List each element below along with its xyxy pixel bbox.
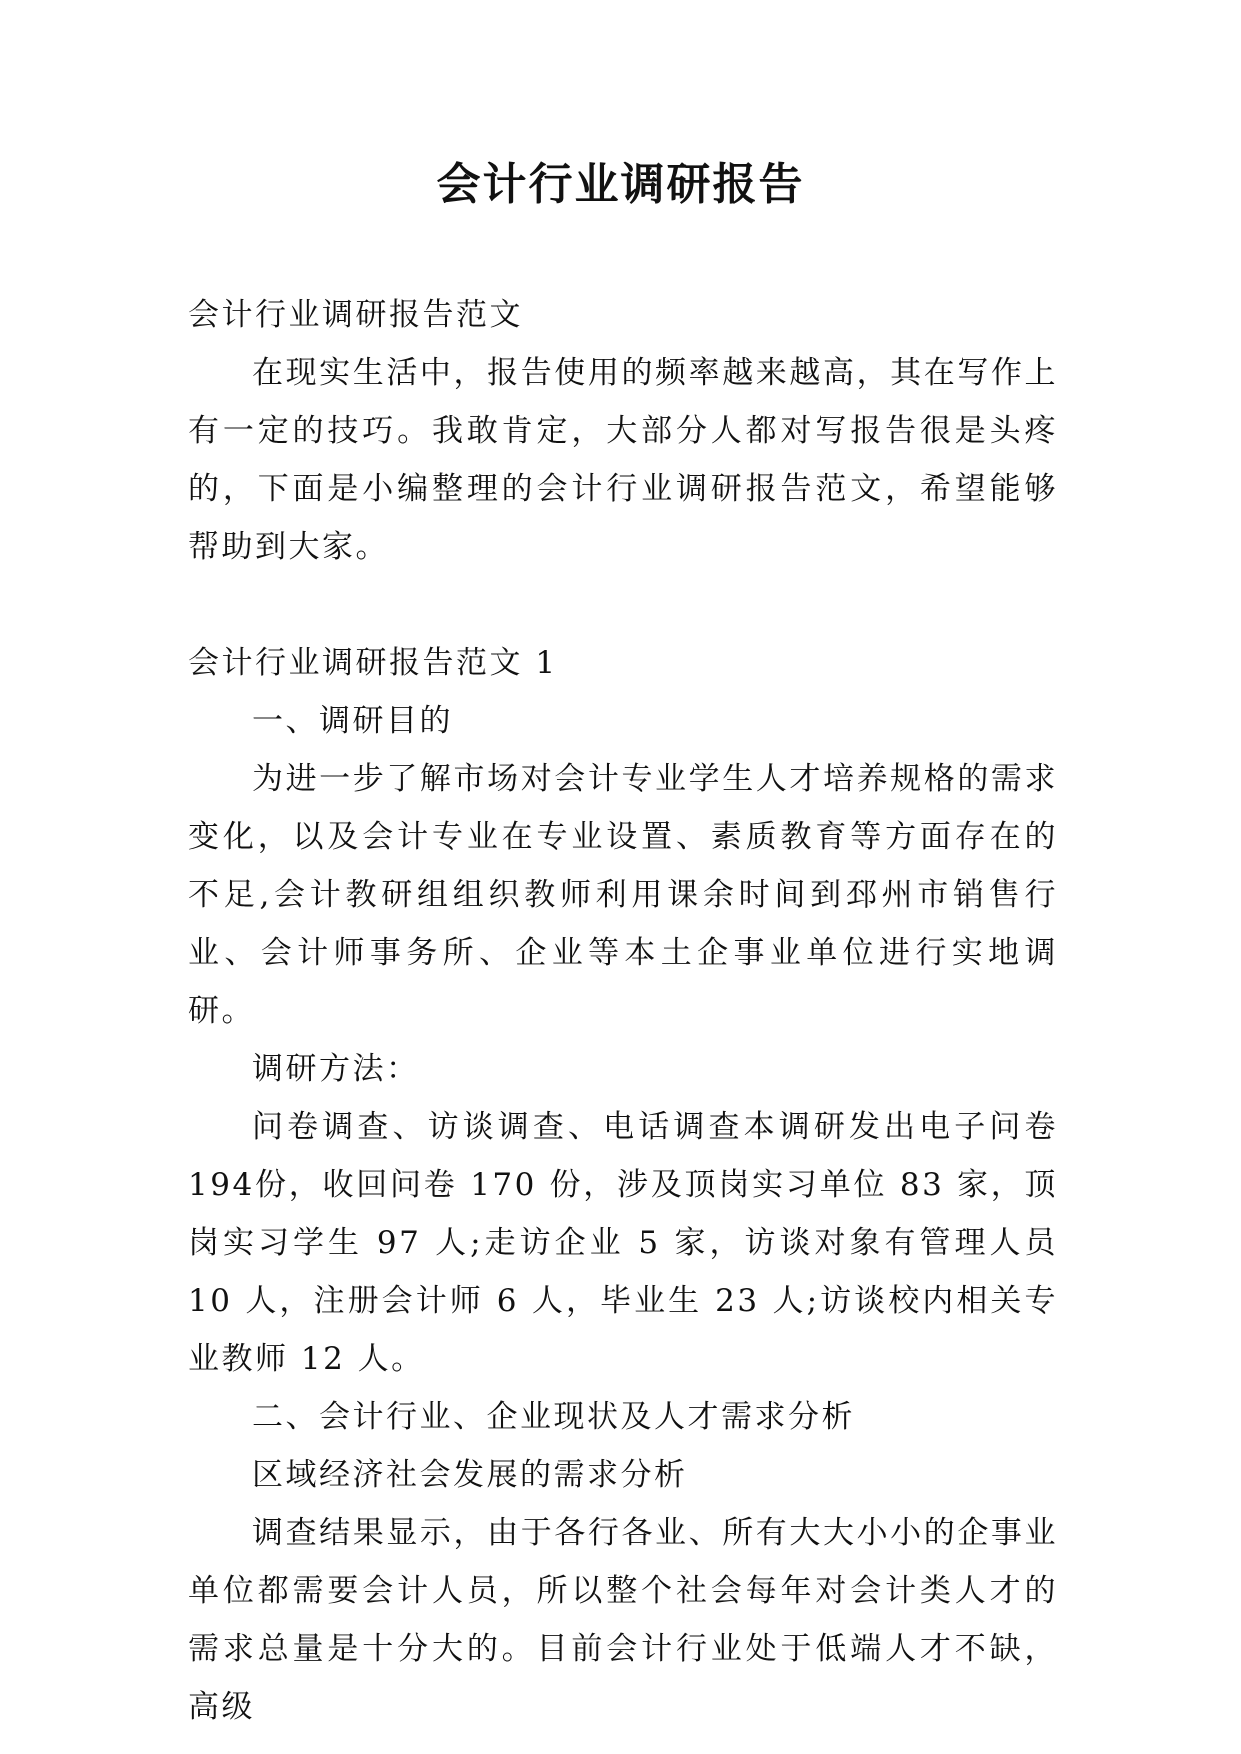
purpose-paragraph: 为进一步了解市场对会计专业学生人才培养规格的需求变化，以及会计专业在专业设置、素质教育等方面存在的不足,会计教研组组织教师利用课余时间到邳州市销售行业、会计师事务所、企业等本土企事业单位进行实地调研。 [188, 761, 1058, 1029]
method-label: 调研方法： [252, 1051, 420, 1087]
heading-analysis: 二、会计行业、企业现状及人才需求分析 [252, 1399, 855, 1435]
heading-purpose: 一、调研目的 [252, 703, 453, 739]
method-paragraph: 问卷调查、访谈调查、电话调查本调研发出电子问卷 194份，收回问卷 170 份，涉及顶岗实习单位 83 家，顶岗实习学生 97 人;走访企业 5 家，访谈对象有管理人员 10 人，注册会计师 6 人，毕业生 23 人;访谈校内相关专业教师 12 人。 [188, 1109, 1058, 1377]
subheading-regional: 区域经济社会发展的需求分析 [252, 1457, 688, 1493]
document-title: 会计行业调研报告 [436, 159, 805, 210]
document-subtitle: 会计行业调研报告范文 [188, 297, 523, 333]
section-title: 会计行业调研报告范文 1 [188, 645, 558, 681]
intro-paragraph: 在现实生活中，报告使用的频率越来越高，其在写作上有一定的技巧。我敢肯定，大部分人都对写报告很是头疼的，下面是小编整理的会计行业调研报告范文，希望能够帮助到大家。 [188, 355, 1058, 565]
document-body [188, 286, 1058, 1736]
paragraph-spacer [188, 576, 1058, 634]
analysis-paragraph: 调查结果显示，由于各行各业、所有大大小小的企事业单位都需要会计人员，所以整个社会每年对会计类人才的需求总量是十分大的。目前会计行业处于低端人才不缺，高级 [188, 1515, 1058, 1725]
